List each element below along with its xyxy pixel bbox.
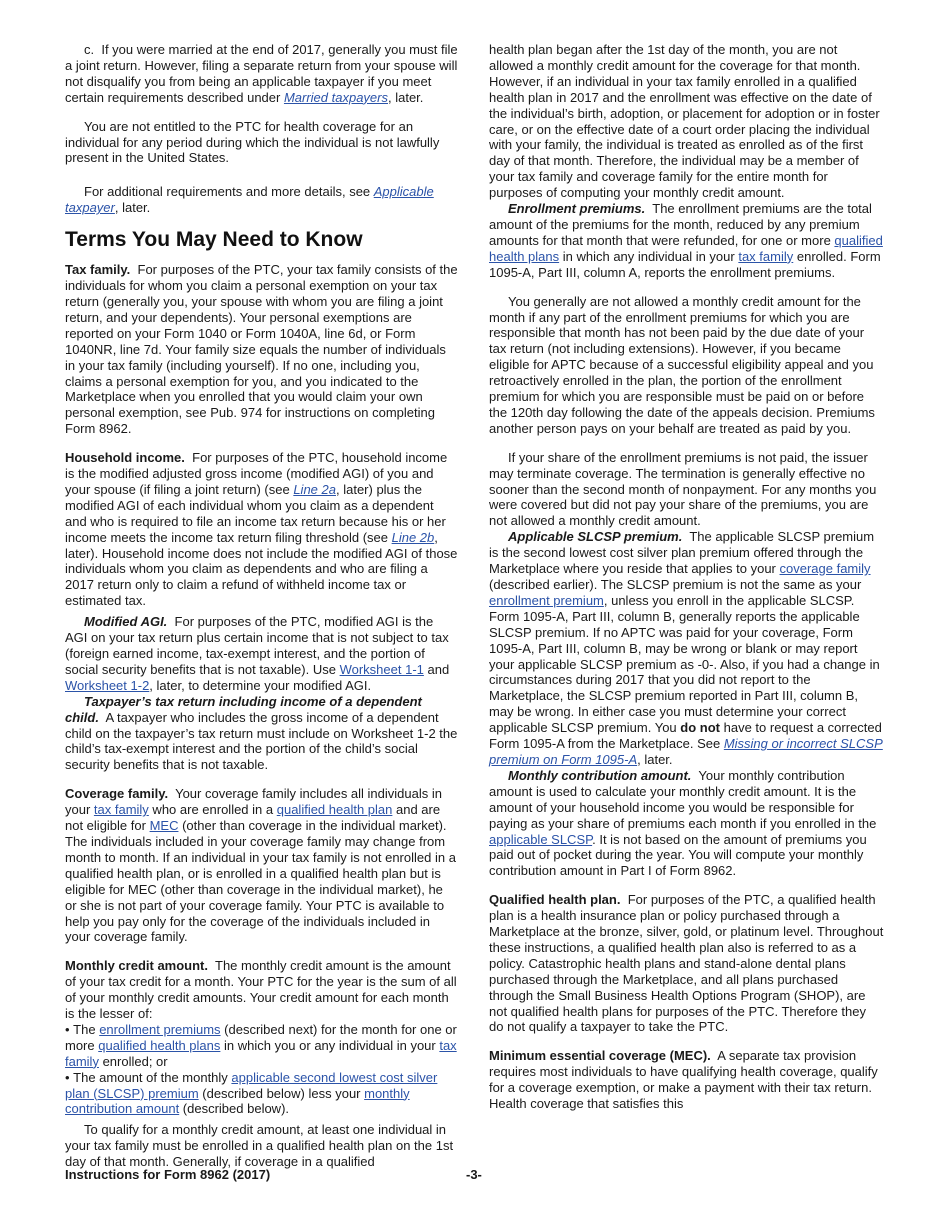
right-column: [489, 42, 884, 1112]
paragraph-issuer-terminate: If your share of the enrollment premiums is not paid, the issuer may terminate coverage. The termination is generally effective no sooner than the second month of nonpayment. For any months you were covered but did not pay your share of the premiums, you are not allowed a monthly credit amount.: [489, 449, 877, 529]
term-modified-agi: Modified AGI. For purposes of the PTC, modified AGI is the AGI on your tax return plus certain income that is not subject to tax (foreign earned income, tax-exempt interest, and the portion of social security benefits that is not taxable). Use Worksheet 1-1 and Worksheet 1-2, later, to determine your modified AGI.: [65, 614, 450, 693]
term-qualified-health-plan: Qualified health plan. For purposes of the PTC, a qualified health plan is a health insurance plan or policy purchased through a Marketplace at the bronze, silver, gold, or platinum level. Throughout these instructions, a qualified health plan also is referred to as a policy. Catastrophic health plans and stand-alone dental plans purchased through the Marketplace, and all plans purchased through the Small Business Health Options Program (SHOP), are not qualified health plans for purposes of the PTC. Therefore they do not qualify a taxpayer to take the PTC.: [489, 892, 884, 1035]
paragraph-additional-requirements: For additional requirements and more details, see Applicable taxpayer, later.: [65, 184, 434, 216]
term-applicable-slcsp-premium: Applicable SLCSP premium. The applicable SLCSP premium is the second lowest cost silver plan premium offered through the Marketplace where you reside that applies to your coverage family (described earlier). The SLCSP premium is not the same as your enrollment premium, unless you enroll in the applicable SLCSP. Form 1095-A, Part III, column B, generally reports the applicable SLCSP premium. If no APTC was paid for your coverage, Form 1095-A, Part III, column B, may be wrong or blank or may report your applicable SLCSP premium as -0-. Also, if you had a change in circumstances during 2017 that you did not report to the Marketplace, the SLCSP premium reported in Part III, column B, may be wrong. In either case you must determine your correct applicable SLCSP premium. You do not have to request a corrected Form 1095-A from the Marketplace. See Missing or incorrect SLCSP premium on Form 1095-A, later.: [489, 529, 883, 767]
bullet-slcsp-premium: • The amount of the monthly applicable second lowest cost silver plan (SLCSP) premium (described below) less your monthly contribution amount (described below).: [65, 1069, 438, 1117]
term-tax-family: Tax family. For purposes of the PTC, your tax family consists of the individuals for whom you claim a personal exemption on your tax return (generally you, your spouse with whom you are filing a joint return, and your dependents). Your personal exemptions are reported on your Form 1040 or Form 1040A, line 6d, or Form 1040NR, line 7d. Your family size equals the number of individuals in your tax family (including yourself). If no one, including you, claims a personal exemption for you, and you indicated to the Marketplace when you enrolled that you would claim your own personal exemption, see Pub. 974 for instructions on completing Form 8962.: [65, 262, 458, 437]
paragraph-married-joint-return: c. If you were married at the end of 2017, generally you must file a joint return. However, filing a separate return from your spouse will not disqualify you from being an applicable taxpayer if you meet certain requirements described under Married taxpayers, later.: [65, 42, 458, 105]
link-applicable-slcsp[interactable]: applicable SLCSP: [489, 831, 593, 847]
link-qualified-health-plans-2[interactable]: qualified health plans: [489, 232, 883, 264]
link-tax-family-2[interactable]: tax family: [65, 1037, 457, 1069]
link-worksheet-1-1[interactable]: Worksheet 1-1: [339, 661, 424, 677]
paragraph-qualify-monthly-credit: To qualify for a monthly credit amount, at least one individual in your tax family must be enrolled in a qualified health plan on the 1st day of that month. Generally, if coverage in a qualified: [65, 1122, 454, 1170]
footer-page-number: -3-: [466, 1167, 482, 1182]
link-applicable-slcsp-premium[interactable]: applicable second lowest cost silver plan (SLCSP) premium: [65, 1069, 438, 1101]
link-tax-family-3[interactable]: tax family: [738, 248, 794, 264]
link-enrollment-premiums[interactable]: enrollment premiums: [99, 1021, 221, 1037]
term-coverage-family: Coverage family. Your coverage family includes all individuals in your tax family who are enrolled in a qualified health plan and are not eligible for MEC (other than coverage in the individual market). The individuals included in your coverage family may change from month to month. If an individual in your tax family is not enrolled in a qualified health plan, or is enrolled in a qualified health plan but is eligible for MEC (other than coverage in the individual market), he or she is not part of your coverage family. Your PTC is available to help you pay only for the coverage of the individuals included in your coverage family.: [65, 786, 456, 945]
footer-form-title: Instructions for Form 8962 (2017): [65, 1167, 271, 1182]
link-coverage-family[interactable]: coverage family: [779, 561, 871, 577]
left-column: [65, 42, 458, 1170]
paragraph-premiums-not-paid: You generally are not allowed a monthly credit amount for the month if any part of the enrollment premiums for which you are responsible that month has not been paid by the due date of your tax return (not including extensions). However, if you became eligible for APTC because of a successful eligibility appeal and you retroactively enrolled in the plan, the portion of the enrollment premium for which you are responsible must be paid on or before the 120th day following the date of the appeals decision. Premiums another person pays on your behalf are treated as paid by you.: [489, 293, 875, 436]
paragraph-lawfully-present: You are not entitled to the PTC for health coverage for an individual for any period during which the individual is not lawfully present in the United States.: [65, 118, 440, 166]
link-qualified-health-plans[interactable]: qualified health plans: [98, 1037, 221, 1053]
term-household-income: Household income. For purposes of the PTC, household income is the modified adjusted gross income (modified AGI) of you and your spouse (if filing a joint return) (see Line 2a, later) plus the modified AGI of each individual whom you claim as a dependent and who is required to file an income tax return because his or her income meets the income tax return filing threshold (see Line 2b, later). Household income does not include the modified AGI of those individuals whom you claim as dependents and who are filing a 2017 return only to claim a refund of withheld income tax or estimated tax.: [65, 450, 458, 609]
term-monthly-credit-amount: Monthly credit amount. The monthly credit amount is the amount of your tax credit for a month. Your PTC for the year is the sum of all of your monthly credit amounts. Your credit amount for each month is the lesser of:: [65, 958, 457, 1022]
link-mec[interactable]: MEC: [149, 818, 179, 834]
link-missing-slcsp-premium[interactable]: Missing or incorrect SLCSP premium on Form 1095-A: [489, 736, 883, 767]
link-worksheet-1-2[interactable]: Worksheet 1-2: [65, 677, 150, 693]
link-qualified-health-plan[interactable]: qualified health plan: [276, 802, 393, 818]
term-enrollment-premiums: Enrollment premiums. The enrollment premiums are the total amount of the premiums for the month, reduced by any premium amounts for that month that were refunded, for one or more qualified health plans in which any individual in your tax family enrolled. Form 1095-A, Part III, column A, reports the enrollment premiums.: [489, 201, 883, 280]
term-dependent-child-income: Taxpayer’s tax return including income of a dependent child. A taxpayer who includes the gross income of a dependent child on the taxpayer’s tax return must include on Worksheet 1-2 the child’s tax-exempt interest and the portion of the child’s social security benefits that is not taxable.: [65, 693, 458, 773]
link-tax-family[interactable]: tax family: [93, 802, 149, 818]
link-monthly-contribution-amount[interactable]: monthly contribution amount: [65, 1085, 410, 1117]
term-monthly-contribution-amount: Monthly contribution amount. Your monthly contribution amount is used to calculate your monthly credit amount. It is the amount of your household income you would be responsible for paying as your share of premiums each month if you enrolled in the applicable SLCSP. It is not based on the amount of premiums you paid out of pocket during the year. You will compute your monthly contribution amount in Part I of Form 8962.: [489, 767, 877, 879]
link-line-2a[interactable]: Line 2a: [293, 481, 336, 497]
link-enrollment-premium[interactable]: enrollment premium: [489, 592, 604, 608]
term-minimum-essential-coverage: Minimum essential coverage (MEC). A separate tax provision requires most individuals to have qualifying health coverage, qualify for a coverage exemption, or make a payment with their tax return. Health coverage that satisfies this: [489, 1048, 878, 1112]
link-applicable-taxpayer[interactable]: Applicable taxpayer: [65, 184, 434, 216]
link-married-taxpayers[interactable]: Married taxpayers: [283, 89, 388, 105]
paragraph-qualify-continued: health plan began after the 1st day of the month, you are not allowed a monthly credit amount for the coverage for that month. However, if an individual in your tax family enrolled in a qualified health plan in 2017 and the enrollment was effective on the date of the individual’s birth, adoption, or placement for adoption or in foster care, or on the effective date of a court order placing the individual with your family, the individual is treated as enrolled as of the first day of that month. Therefore, the individual may be a member of your tax family and coverage family for the entire month for purposes of computing your monthly credit amount.: [489, 42, 880, 201]
bullet-enrollment-premiums: • The enrollment premiums (described next) for the month for one or more qualified health plans in which you or any individual in your tax family enrolled; or: [65, 1021, 457, 1069]
link-line-2b[interactable]: Line 2b: [391, 529, 435, 545]
section-heading-terms: Terms You May Need to Know: [65, 228, 363, 252]
